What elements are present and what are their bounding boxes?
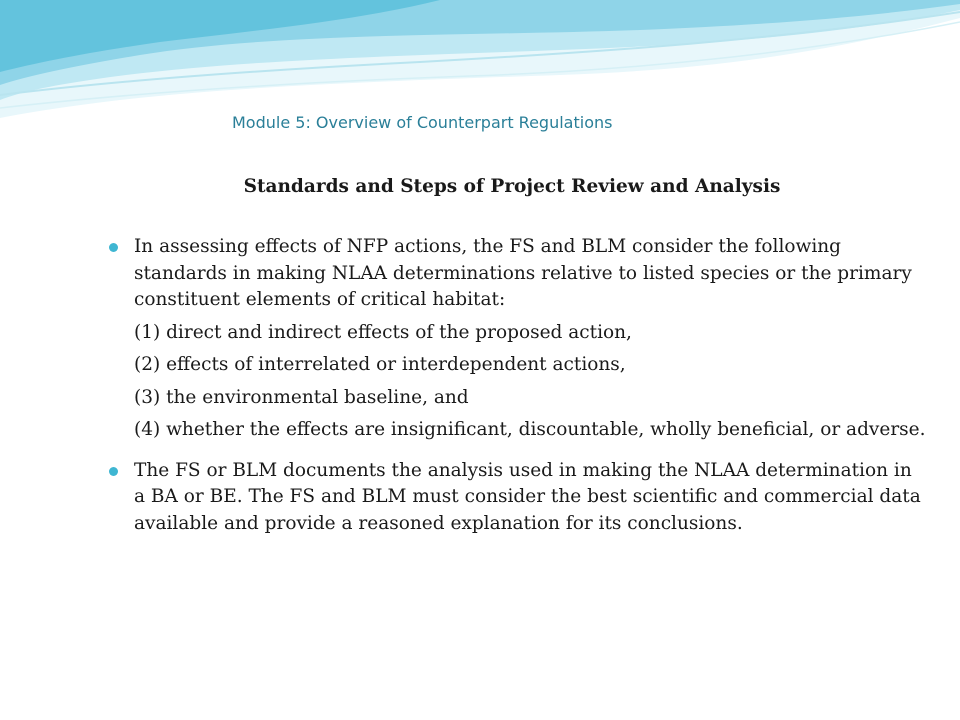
bullet-dot-icon [109,467,118,476]
standard-item-4: (4) whether the effects are insignificant, discountable, wholly beneficial, or adverse. [134,419,926,440]
bullet-item-1 [106,234,926,444]
standard-item-1: (1) direct and indirect effects of the proposed action, [134,321,632,343]
bullet-1-intro: In assessing effects of NFP actions, the FS and BLM consider the following standards in making NLAA determinations relative to listed species or the primary constituent elements of critical habitat: [134,236,912,310]
bullet-2-text: The FS or BLM documents the analysis used in making the NLAA determination in a BA or BE. The FS and BLM must consider the best scientific and commercial data available and provide a reasoned explanation for its conclusions. [134,459,921,534]
bullet-item-2 [106,458,926,538]
standard-item-2: (2) effects of interrelated or interdependent actions, [134,354,626,375]
slide-content [106,234,926,537]
bullet-dot-icon [109,243,118,252]
slide-heading: Standards and Steps of Project Review and Analysis [243,176,781,197]
standard-item-3: (3) the environmental baseline, and [134,386,469,408]
module-title: Module 5: Overview of Counterpart Regulations [232,113,613,132]
header-wave-decoration [0,0,960,130]
